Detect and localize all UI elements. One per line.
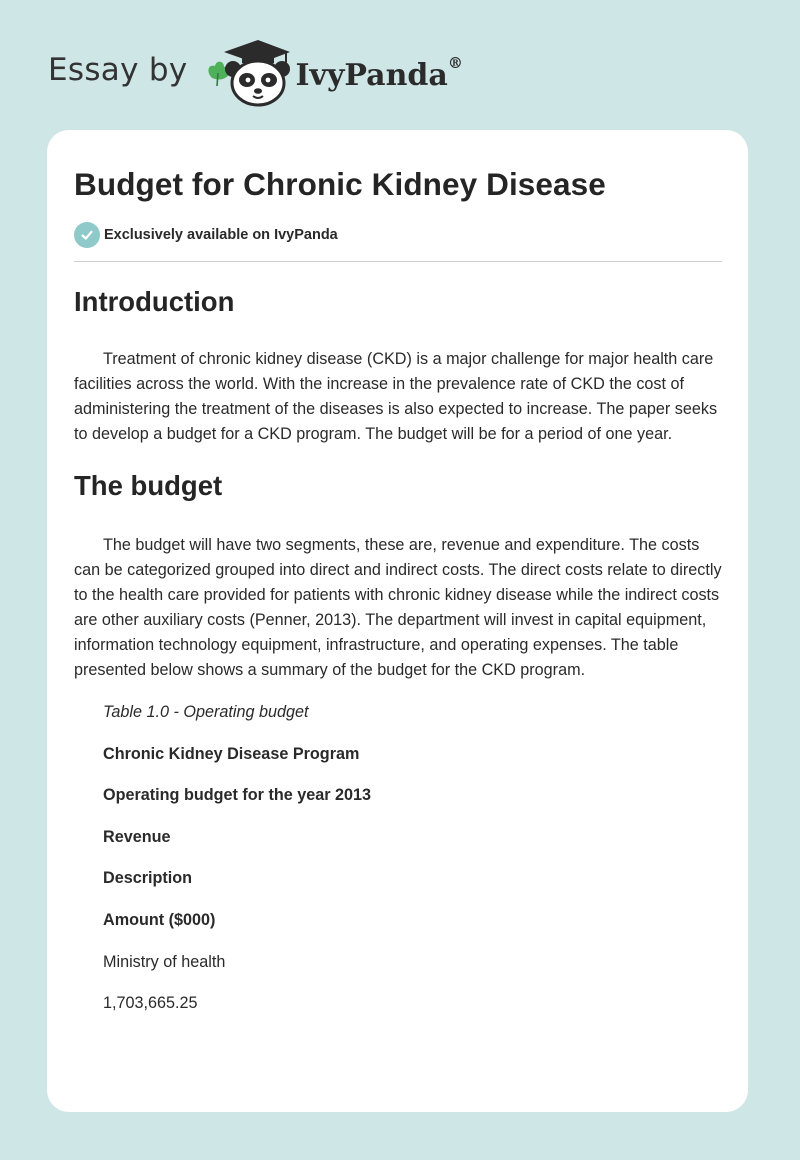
table-header-amount: Amount ($000) <box>103 910 216 929</box>
table-caption: Table 1.0 - Operating budget <box>103 703 309 721</box>
exclusive-label: Exclusively available on IvyPanda <box>104 227 338 243</box>
divider <box>74 261 722 262</box>
panda-logo-icon <box>202 38 294 108</box>
budget-paragraph: The budget will have two segments, these are, revenue and expenditure. The costs can be categorized grouped into direct and indirect costs. The direct costs relate to directly to the health care provided for patients with chronic kidney disease while the indirect costs are other auxiliary costs (Penner, 2013). The department will invest in capital equipment, information technology equipment, infrastructure, and operating expenses. The table presented below shows a summary of the budget for the CKD program. <box>74 536 722 679</box>
exclusive-badge <box>74 222 722 248</box>
article-card <box>47 130 748 1112</box>
table-cell-amount: 1,703,665.25 <box>103 994 198 1013</box>
table-header-description: Description <box>103 869 193 888</box>
budget-table <box>74 700 722 1016</box>
check-icon <box>74 222 100 248</box>
table-program-title: Chronic Kidney Disease Program <box>103 744 360 763</box>
brand-header <box>48 38 463 108</box>
section-heading-budget: The budget <box>74 470 223 501</box>
registered-mark: ® <box>447 53 463 72</box>
table-section-revenue: Revenue <box>103 827 171 846</box>
table-cell-description: Ministry of health <box>103 952 226 971</box>
brand-prefix: Essay by <box>48 52 188 88</box>
page-title: Budget for Chronic Kidney Disease <box>74 166 606 202</box>
brand-name: IvyPanda® <box>295 53 463 93</box>
table-subtitle: Operating budget for the year 2013 <box>103 786 372 805</box>
introduction-paragraph: Treatment of chronic kidney disease (CKD) is a major challenge for major health care facilities across the world. With the increase in the prevalence rate of CKD the cost of administering the treatment of the diseases is also expected to increase. The paper seeks to develop a budget for a CKD program. The budget will be for a period of one year. <box>74 350 718 443</box>
section-heading-introduction: Introduction <box>74 286 235 317</box>
